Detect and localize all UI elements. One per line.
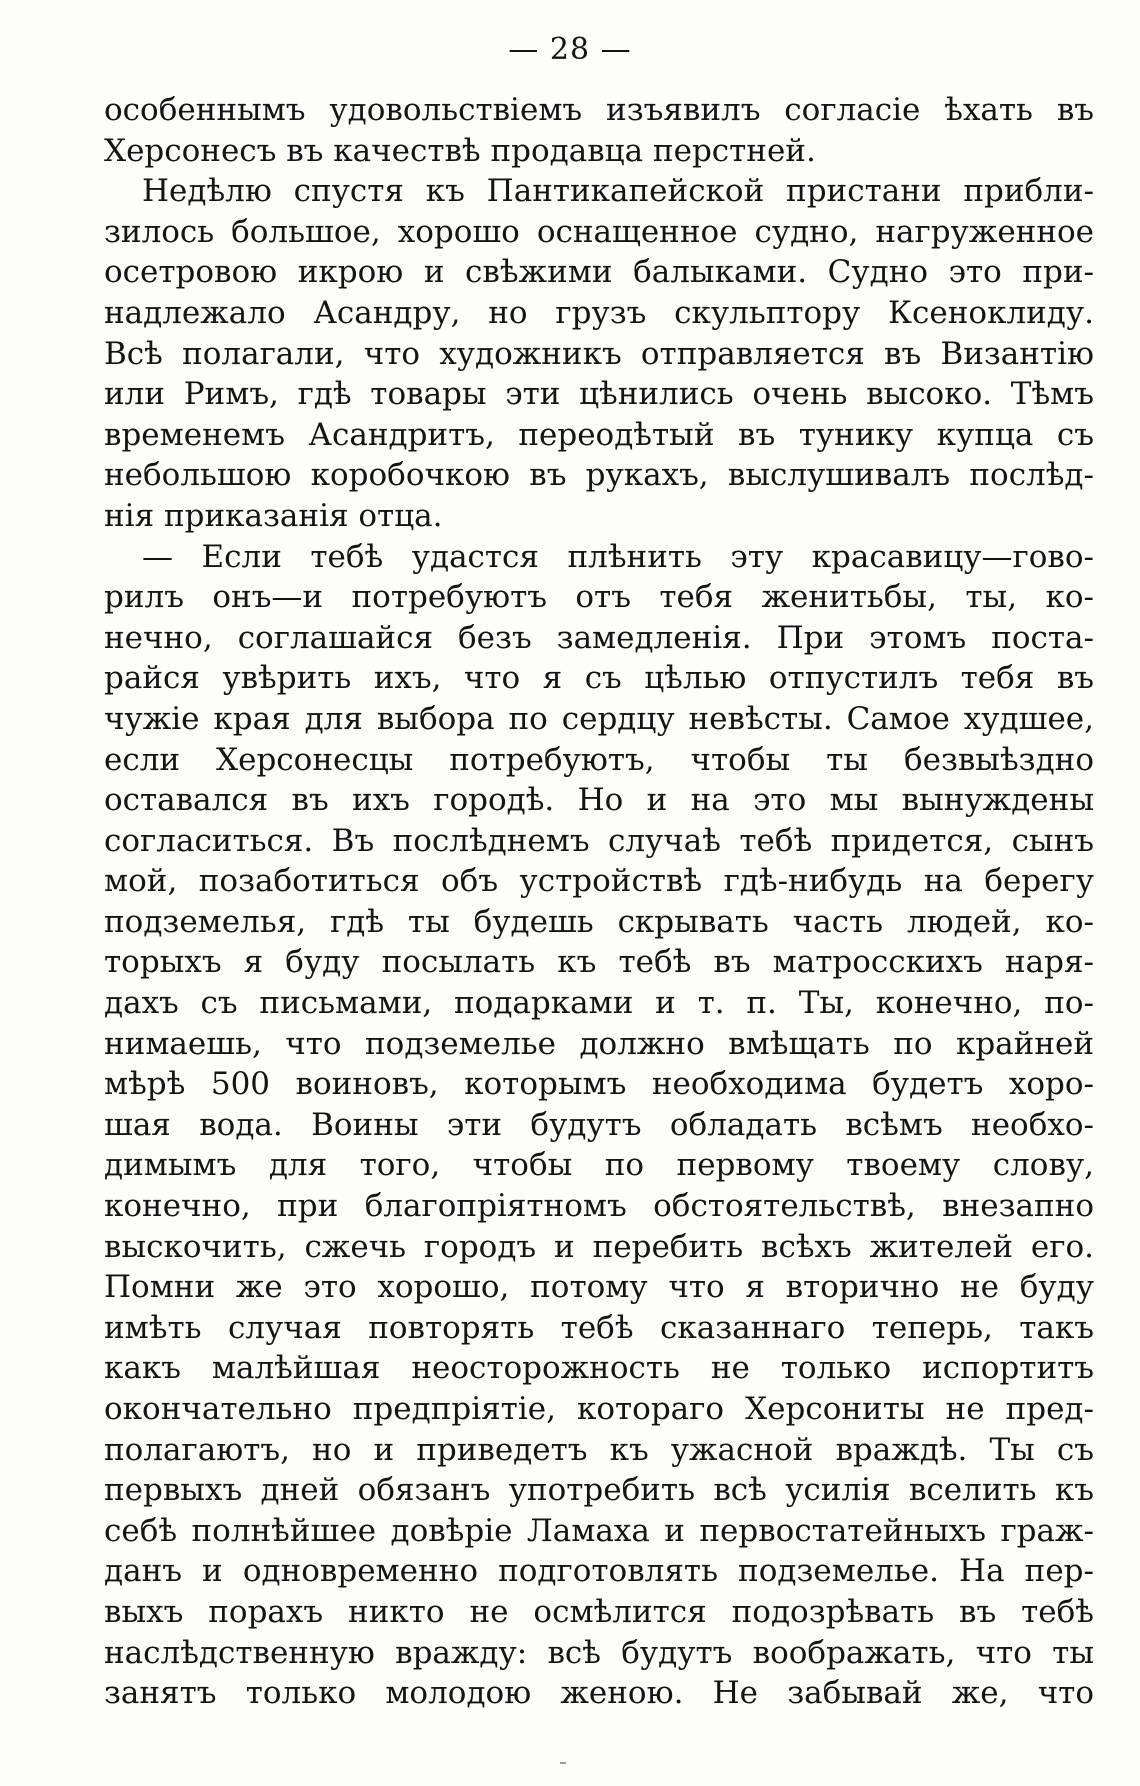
- text-line: осетровою икрою и свѣжими балыками. Судно это при-: [104, 254, 1094, 291]
- text-line: данъ и одновременно подготовлять подземелье. На пер-: [104, 1553, 1094, 1590]
- text-line: временемъ Асандритъ, переодѣтый въ тунику купца съ: [104, 416, 1094, 453]
- text-line: полагаютъ, но и приведетъ къ ужасной враждѣ. Ты съ: [104, 1431, 1094, 1468]
- text-line: согласиться. Въ послѣднемъ случаѣ тебѣ придется, сынъ: [104, 822, 1094, 859]
- text-line: мой, позаботиться объ устройствѣ гдѣ-нибудь на берегу: [104, 863, 1094, 900]
- text-line: чужіе края для выбора по сердцу невѣсты. Самое худшее,: [104, 700, 1094, 737]
- text-line: — Если тебѣ удастся плѣнить эту красавицу—гово-: [142, 538, 1094, 575]
- text-line: конечно, при благопріятномъ обстоятельствѣ, внезапно: [104, 1188, 1094, 1225]
- text-line: Всѣ полагали, что художникъ отправляется въ Византію: [104, 335, 1094, 372]
- text-line: наслѣдственную вражду: всѣ будутъ воображать, что ты: [104, 1634, 1094, 1671]
- text-line: дахъ съ письмами, подарками и т. п. Ты, конечно, по-: [104, 985, 1094, 1022]
- text-line: Недѣлю спустя къ Пантикапейской пристани прибли-: [142, 173, 1094, 210]
- text-line: какъ малѣйшая неосторожность не только испортитъ: [104, 1350, 1094, 1387]
- text-line: нимаешь, что подземелье должно вмѣщать по крайней: [104, 1025, 1094, 1062]
- text-line: шая вода. Воины эти будутъ обладать всѣмъ необхо-: [104, 1106, 1094, 1143]
- text-line: занятъ только молодою женою. Не забывай же, что: [104, 1675, 1094, 1712]
- text-line: Херсонесъ въ качествѣ продавца перстней.: [104, 132, 816, 169]
- text-line: если Херсонесцы потребуютъ, чтобы ты безвыѣздно: [104, 741, 1094, 778]
- page-number: — 28 —: [508, 32, 632, 67]
- text-line: окончательно предпріятіе, котораго Херсониты не пред-: [104, 1391, 1094, 1427]
- text-line: первыхъ дней обязанъ употребить всѣ усилія вселить къ: [104, 1472, 1094, 1509]
- body-text: [104, 90, 1094, 1714]
- text-line: выхъ порахъ никто не осмѣлится подозрѣвать въ тебѣ: [104, 1593, 1094, 1630]
- text-line: имѣть случая повторять тебѣ сказаннаго теперь, такъ: [104, 1309, 1094, 1346]
- text-line: или Римъ, гдѣ товары эти цѣнились очень высоко. Тѣмъ: [104, 376, 1094, 413]
- text-line: особеннымъ удовольствіемъ изъявилъ согласіе ѣхать въ: [104, 92, 1094, 128]
- text-line: выскочить, сжечь городъ и перебить всѣхъ жителей его.: [104, 1228, 1094, 1265]
- text-line: надлежало Асандру, но грузъ скульптору Ксеноклиду.: [104, 294, 1094, 331]
- text-line: димымъ для того, чтобы по первому твоему слову,: [104, 1147, 1094, 1184]
- text-line: нія приказанія отца.: [104, 497, 443, 534]
- text-line: оставался въ ихъ городѣ. Но и на это мы вынуждены: [104, 782, 1094, 819]
- text-line: мѣрѣ 500 воиновъ, которымъ необходима будетъ хоро-: [104, 1066, 1094, 1103]
- text-line: зилось большое, хорошо оснащенное судно, нагруженное: [104, 213, 1094, 250]
- text-line: рилъ онъ—и потребуютъ отъ тебя женитьбы, ты, ко-: [104, 579, 1094, 616]
- text-line: нечно, соглашайся безъ замедленія. При этомъ поста-: [104, 619, 1094, 656]
- text-line: Помни же это хорошо, потому что я вторично не буду: [104, 1269, 1094, 1306]
- text-line: небольшою коробочкою въ рукахъ, выслушивалъ послѣд-: [104, 457, 1094, 494]
- text-line: райся увѣрить ихъ, что я съ цѣлью отпустилъ тебя въ: [104, 660, 1094, 697]
- text-line: подземелья, гдѣ ты будешь скрывать часть людей, ко-: [104, 903, 1094, 940]
- text-line: торыхъ я буду посылать къ тебѣ въ матросскихъ наря-: [104, 944, 1094, 981]
- text-line: себѣ полнѣйшее довѣріе Ламаха и первостатейныхъ граж-: [104, 1512, 1094, 1549]
- print-mark: [560, 1762, 566, 1764]
